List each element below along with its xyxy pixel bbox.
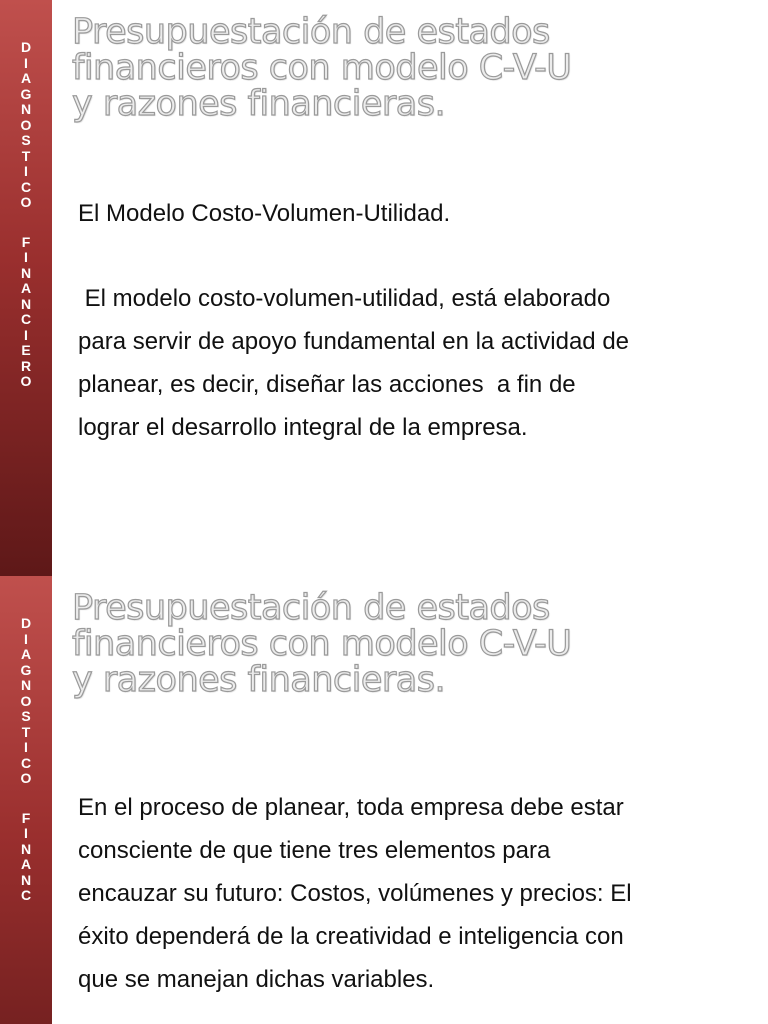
sidebar-letter: R	[20, 357, 32, 374]
paragraph-line: El modelo costo-volumen-utilidad, está elaborado	[78, 285, 611, 312]
paragraph-line: consciente de que tiene tres elementos para	[78, 837, 551, 864]
paragraph-line: En el proceso de planear, toda empresa debe estar	[78, 794, 624, 821]
sidebar-letter: C	[20, 311, 32, 327]
paragraph-line: lograr el desarrollo integral de la empresa.	[78, 414, 528, 441]
sidebar-letter: A	[20, 70, 32, 86]
sidebar-letter: S	[21, 708, 31, 724]
sidebar-letter: N	[20, 840, 32, 857]
sidebar-letter: G	[20, 85, 32, 102]
sidebar-letter: A	[20, 280, 32, 296]
sidebar-letter: I	[24, 163, 28, 179]
sidebar-letter: T	[21, 723, 31, 740]
sidebar-letter: A	[20, 646, 32, 662]
slide-title	[72, 590, 752, 698]
sidebar-letter: O	[20, 770, 32, 786]
paragraph-line: que se manejan dichas variables.	[78, 966, 435, 993]
paragraph-line: éxito dependerá de la creatividad e inteligencia con	[78, 923, 624, 950]
sidebar-letter: O	[20, 692, 32, 709]
title-line: y razones financieras.	[72, 84, 446, 124]
sidebar-letter: F	[21, 233, 31, 250]
sidebar-letter: C	[20, 887, 32, 903]
sidebar-letter: O	[20, 116, 32, 133]
sidebar-letter: O	[20, 194, 32, 210]
section-heading	[78, 192, 738, 235]
sidebar-letter: A	[20, 856, 32, 872]
title-line: financieros con modelo C-V-U	[72, 624, 572, 664]
sidebar-letter: O	[20, 373, 32, 389]
sidebar-letter: T	[21, 147, 31, 164]
sidebar-letter: C	[20, 178, 32, 195]
sidebar-letter: N	[20, 264, 32, 281]
body-paragraph	[78, 786, 738, 1001]
sidebar-letter: C	[20, 754, 32, 771]
sidebar-letter: D	[20, 39, 32, 55]
sidebar-letter: N	[20, 101, 32, 117]
sidebar-letter: D	[20, 615, 32, 631]
paragraph-line: planear, es decir, diseñar las acciones a fin de	[78, 371, 576, 398]
sidebar-vertical-label	[0, 0, 52, 576]
sidebar-letter: I	[24, 249, 28, 265]
sidebar-letter: I	[24, 326, 28, 343]
slide-2	[0, 576, 768, 1024]
paragraph-line: para servir de apoyo fundamental en la actividad de	[78, 328, 630, 355]
heading-line: El Modelo Costo-Volumen-Utilidad.	[78, 200, 451, 227]
sidebar-letter: N	[20, 295, 32, 312]
title-line: y razones financieras.	[72, 660, 446, 700]
slide-title	[72, 14, 752, 122]
sidebar-letter: N	[20, 677, 32, 693]
sidebar-letter: G	[20, 661, 32, 678]
sidebar-vertical-label	[0, 576, 52, 1024]
sidebar-letter: E	[21, 342, 31, 358]
title-line: Presupuestación de estados	[72, 12, 550, 52]
sidebar-letter: F	[21, 809, 31, 826]
sidebar-letter: N	[20, 871, 32, 888]
sidebar-letter: I	[24, 825, 28, 841]
paragraph-line: encauzar su futuro: Costos, volúmenes y precios: El	[78, 880, 632, 907]
sidebar-letter: S	[21, 132, 31, 148]
sidebar-letter: I	[24, 630, 28, 647]
sidebar-letter: I	[24, 54, 28, 71]
title-line: Presupuestación de estados	[72, 588, 550, 628]
body-paragraph	[78, 277, 738, 449]
title-line: financieros con modelo C-V-U	[72, 48, 572, 88]
sidebar-letter: I	[24, 739, 28, 755]
